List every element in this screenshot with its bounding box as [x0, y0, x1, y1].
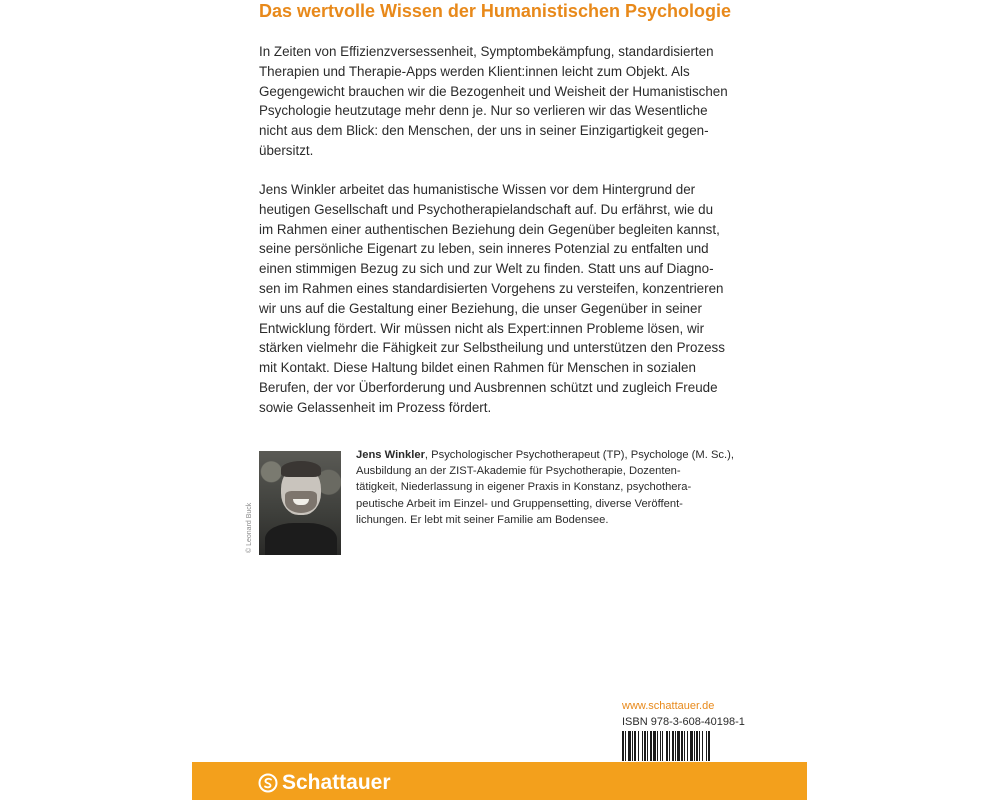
- text-line: einen stimmigen Bezug zu sich und zur Welt zu finden. Statt uns auf Diagno-: [259, 261, 714, 277]
- bio-line: peutische Arbeit im Einzel- und Gruppensetting, diverse Veröffent-: [356, 497, 683, 510]
- text-line: sowie Gelassenheit im Prozess fördert.: [259, 399, 492, 415]
- text-line: In Zeiten von Effizienzversessenheit, Symptombekämpfung, standardisierten: [259, 44, 714, 59]
- schattauer-logo-icon: [258, 773, 278, 793]
- text-line: Therapien und Therapie-Apps werden Klient:innen leicht zum Objekt. Als: [259, 63, 690, 79]
- text-line: stärken vielmehr die Fähigkeit zur Selbstheilung und unterstützen den Prozess: [259, 340, 725, 356]
- isbn-number: ISBN 978-3-608-40198-1: [622, 716, 745, 728]
- text-line: übersitzt.: [259, 142, 314, 158]
- text-line: wir uns auf die Gestaltung einer Beziehung, die unser Gegenüber in seiner: [259, 300, 702, 316]
- bio-first-line: [356, 447, 756, 463]
- bio-line: lichungen. Er lebt mit seiner Familie am Bodensee.: [356, 513, 609, 526]
- text-line: seine persönliche Eigenart zu leben, sein inneres Potenzial zu entfalten und: [259, 241, 709, 257]
- publisher-brand: [258, 771, 391, 795]
- bio-text: , Psychologischer Psychotherapeut (TP), Psychologe (M. Sc.),: [424, 449, 734, 461]
- author-name: Jens Winkler: [356, 449, 425, 461]
- page-title: Das wertvolle Wissen der Humanistischen Psychologie: [259, 1, 731, 21]
- text-line: nicht aus dem Blick: den Menschen, der uns in seiner Einzigartigkeit gegen-: [259, 123, 709, 139]
- bio-line: Ausbildung an der ZIST-Akademie für Psychotherapie, Dozenten-: [356, 465, 681, 478]
- author-bio: [356, 447, 756, 528]
- text-line: Entwicklung fördert. Wir müssen nicht als Expert:innen Probleme lösen, wir: [259, 320, 705, 336]
- text-line: Berufen, der vor Überforderung und Ausbrennen schützt und zugleich Freude: [259, 379, 718, 395]
- description-paragraph: [259, 180, 749, 418]
- text-line: Gegengewicht brauchen wir die Bezogenheit und Weisheit der Humanistischen: [259, 83, 728, 99]
- author-photo: [259, 451, 341, 555]
- intro-paragraph: [259, 42, 749, 161]
- text-line: Psychologie heutzutage mehr denn je. Nur so verlieren wir das Wesentliche: [259, 103, 708, 119]
- photo-credit: © Leonard Buck: [246, 502, 253, 553]
- text-line: mit Kontakt. Diese Haltung bildet einen Rahmen für Menschen in sozialen: [259, 360, 696, 376]
- barcode: [622, 731, 740, 761]
- brand-name: Schattauer: [282, 771, 391, 794]
- publisher-url[interactable]: www.schattauer.de: [622, 700, 715, 712]
- bio-line: tätigkeit, Niederlassung in eigener Praxis in Konstanz, psychothera-: [356, 481, 692, 494]
- text-line: heutigen Gesellschaft und Psychotherapielandschaft auf. Du erfährst, wie du: [259, 201, 714, 217]
- text-line: sen im Rahmen eines standardisierten Vorgehens zu versteifen, konzentrieren: [259, 280, 724, 296]
- text-line: Jens Winkler arbeitet das humanistische Wissen vor dem Hintergrund der: [259, 182, 696, 197]
- text-line: im Rahmen einer authentischen Beziehung dein Gegenüber begleiten kannst,: [259, 221, 720, 237]
